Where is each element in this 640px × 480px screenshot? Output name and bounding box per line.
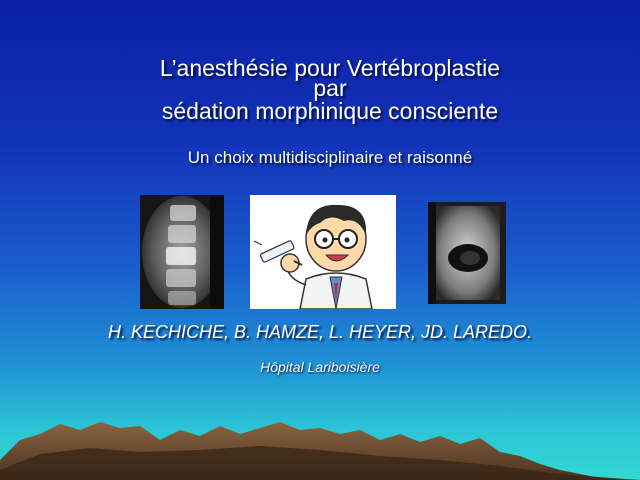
authors-line: H. KECHICHE, B. HAMZE, L. HEYER, JD. LAREDO. [107,322,533,342]
spine-xray-image [140,195,224,309]
slide-title-line-2: par [313,75,347,101]
vertebra-xray-image [428,202,506,304]
slide-subtitle: Un choix multidisciplinaire et raisonné [187,148,473,167]
mountain-landscape-decoration [0,400,640,480]
doctor-syringe-cartoon [250,195,396,309]
slide-title-line-3: sédation morphinique consciente [161,98,499,124]
slide-title-line-1: L’anesthésie pour Vertébroplastie [159,55,501,81]
institution-name: Hôpital Lariboisière [260,359,380,375]
